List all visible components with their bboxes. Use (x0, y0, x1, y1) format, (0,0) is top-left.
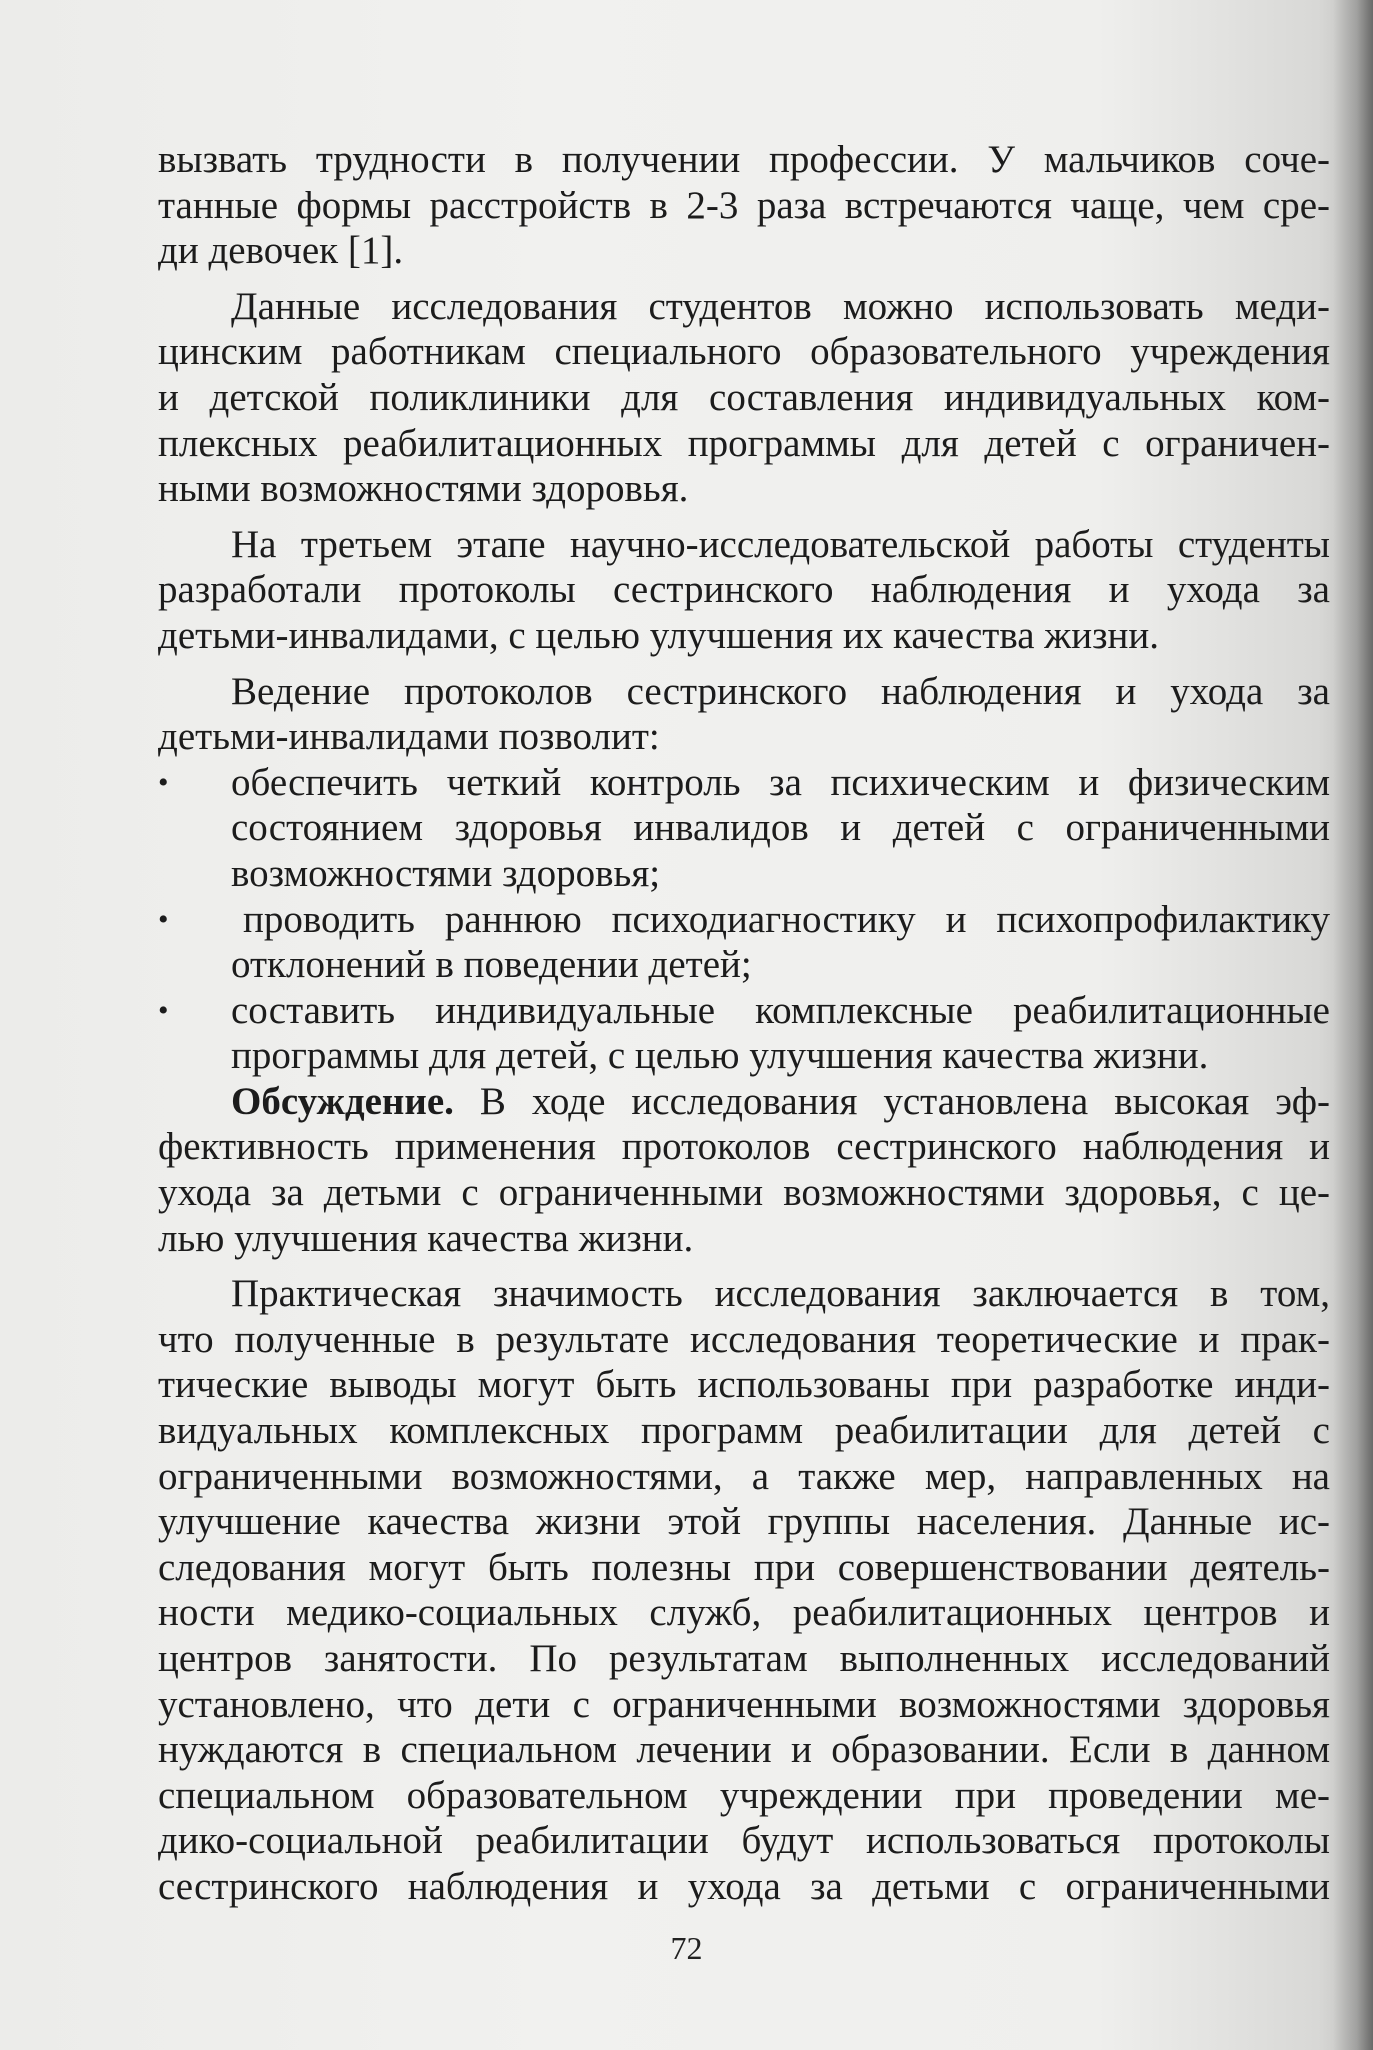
discussion-heading: Обсуждение. (231, 1079, 454, 1123)
text-line (158, 1079, 1330, 1125)
text-line: танные формы расстройств в 2-3 раза встречаются чаще, чем сре- (158, 183, 1330, 227)
text-line: состоянием здоровья инвалидов и детей с ограниченными (231, 806, 1330, 850)
text-line: видуальных комплексных программ реабилитации для детей с (158, 1409, 1330, 1453)
text-line: ограниченными возможностями, а также мер, направленных на (158, 1454, 1330, 1498)
paragraph-6 (158, 1271, 1330, 1909)
text-line: лью улучшения качества жизни. (158, 1216, 694, 1260)
text-line: и детской поликлиники для составления индивидуальных ком- (158, 375, 1330, 419)
paragraph-2 (158, 284, 1330, 512)
text-line: детьми-инвалидами, с целью улучшения их качества жизни. (158, 613, 1160, 657)
list-item (158, 897, 1330, 988)
text-line: фективность применения протоколов сестринского наблюдения и (158, 1125, 1330, 1169)
bullet-icon: • (158, 993, 169, 1027)
text-line: что полученные в результате исследования теоретические и прак- (158, 1317, 1330, 1361)
paragraph-4 (158, 669, 1330, 760)
text-line: Практическая значимость исследования заключается в том, (231, 1272, 1330, 1316)
text-line: специальном образовательном учреждении при проведении ме- (158, 1773, 1330, 1817)
paragraph-3 (158, 522, 1330, 659)
text-line: программы для детей, с целью улучшения качества жизни. (231, 1034, 1209, 1078)
page-body-text (158, 137, 1330, 1910)
text-line: центров занятости. По результатам выполненных исследований (158, 1637, 1330, 1680)
text-line: обеспечить четкий контроль за психическим и физическим (231, 760, 1330, 804)
text-run: В ходе исследования установлена высокая эф- (453, 1079, 1330, 1123)
bullet-icon: • (158, 902, 169, 936)
text-line: плексных реабилитационных программы для детей с ограничен- (158, 421, 1330, 465)
text-line: дико-социальной реабилитации будут использоваться протоколы (158, 1819, 1330, 1863)
text-line: ди девочек [1]. (158, 229, 404, 273)
text-line: ности медико-социальных служб, реабилитационных центров и (158, 1591, 1330, 1635)
paragraph-discussion (158, 1079, 1330, 1261)
text-line: следования могут быть полезны при совершенствовании деятель- (158, 1545, 1330, 1589)
text-line: установлено, что дети с ограниченными возможностями здоровья (158, 1682, 1330, 1726)
bullet-icon: • (158, 765, 169, 799)
spine-shadow (1333, 0, 1373, 2050)
text-line: тические выводы могут быть использованы при разработке инди- (158, 1363, 1330, 1407)
text-line: цинским работникам специального образовательного учреждения (158, 330, 1330, 374)
text-line: сестринского наблюдения и ухода за детьми с ограниченными (158, 1864, 1330, 1908)
text-line: ными возможностями здоровья. (158, 467, 689, 511)
text-line: детьми-инвалидами позволит: (158, 715, 660, 759)
page-number: 72 (670, 1930, 703, 1966)
list-item (158, 760, 1330, 897)
text-line: На третьем этапе научно-исследовательской работы студенты (231, 522, 1330, 566)
paragraph-1 (158, 137, 1330, 274)
text-line: разработали протоколы сестринского наблюдения и ухода за (158, 568, 1330, 612)
text-line: Ведение протоколов сестринского наблюдения и ухода за (231, 669, 1330, 713)
list-item (158, 988, 1330, 1079)
text-line: проводить раннюю психодиагностику и психопрофилактику (243, 897, 1330, 941)
text-line: составить индивидуальные комплексные реабилитационные (231, 988, 1330, 1032)
text-line: возможностями здоровья; (231, 851, 661, 895)
bullet-list (158, 760, 1330, 1079)
text-line: Данные исследования студентов можно использовать меди- (231, 284, 1330, 328)
text-line: улучшение качества жизни этой группы населения. Данные ис- (158, 1500, 1330, 1544)
text-line: ухода за детьми с ограниченными возможностями здоровья, с це- (158, 1171, 1330, 1215)
text-line: вызвать трудности в получении профессии. У мальчиков соче- (158, 138, 1330, 181)
text-line: отклонений в поведении детей; (231, 943, 752, 987)
text-line: нуждаются в специальном лечении и образовании. Если в данном (158, 1728, 1330, 1772)
